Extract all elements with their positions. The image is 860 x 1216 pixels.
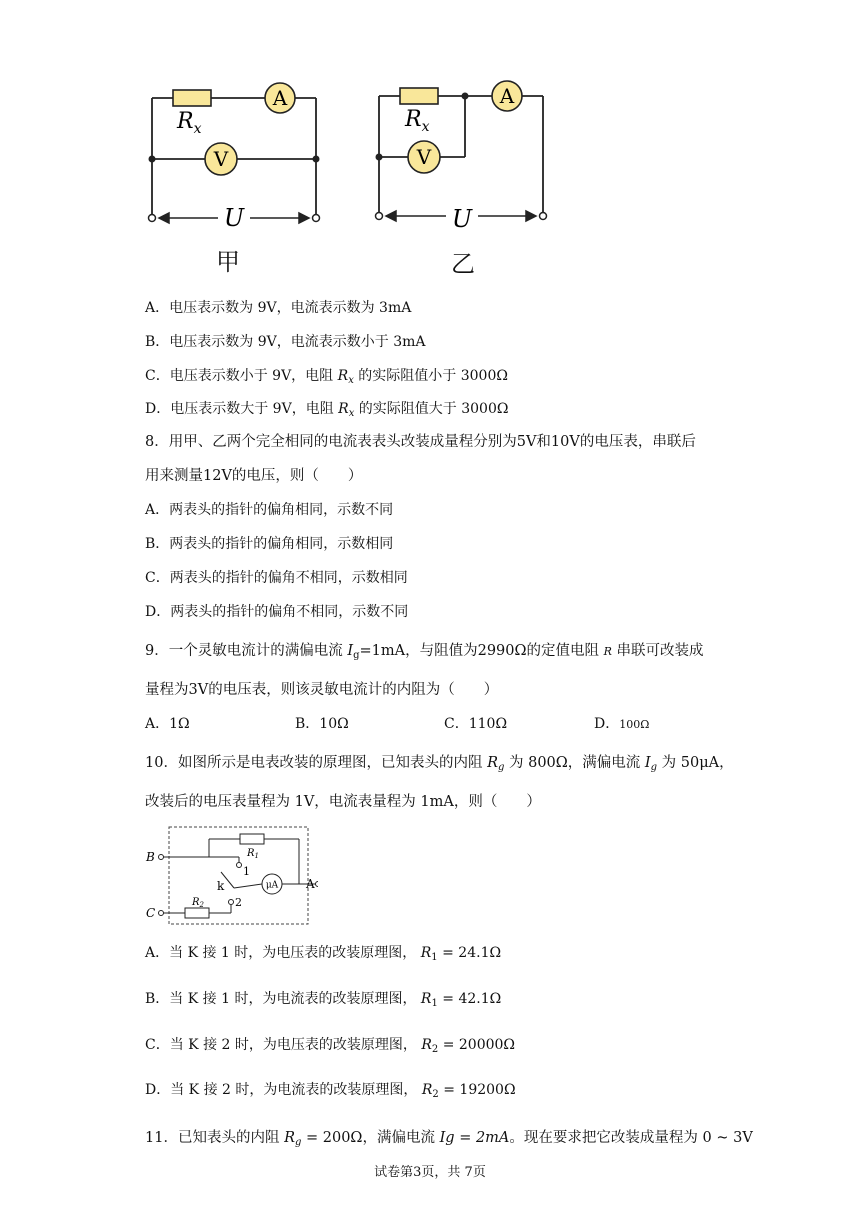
q10-stem-line2: 改装后的电压表量程为 1V，电流表量程为 1mA，则（ ） bbox=[145, 794, 541, 810]
circuit-yi bbox=[379, 96, 543, 213]
terminal-c bbox=[159, 911, 164, 916]
rx-label-yi: $R_x$ bbox=[405, 107, 430, 135]
label-pos2: 2 bbox=[235, 896, 242, 909]
label-k: k bbox=[217, 879, 225, 893]
q8-stem-line1: 8．用甲、乙两个完全相同的电流表表头改装成量程分别为5V和10V的电压表，串联后 bbox=[145, 434, 696, 450]
contact-2 bbox=[229, 900, 234, 905]
q8-option-d: D．两表头的指针的偏角不相同，示数不同 bbox=[145, 604, 409, 620]
junction-dot bbox=[149, 156, 156, 163]
label-c: C bbox=[146, 906, 156, 920]
q7-option-c: C．电压表示数小于 9V，电阻 $R_x$ 的实际阻值小于 3000Ω bbox=[145, 368, 508, 386]
q10-stem-line1: 10．如图所示是电表改装的原理图，已知表头的内阻 $R_g$ 为 800Ω，满偏电流 $I_g$ 为 50μA， bbox=[145, 755, 734, 773]
q9-option-a: A．1Ω bbox=[145, 716, 190, 732]
q8-stem-line2: 用来测量12V的电压，则（ ） bbox=[145, 468, 363, 484]
terminal-right-yi bbox=[540, 213, 547, 220]
q9-option-b: B．10Ω bbox=[295, 716, 349, 732]
caption-jia: 甲 bbox=[216, 248, 240, 276]
terminal-a bbox=[316, 882, 319, 887]
terminal-right-jia bbox=[313, 215, 320, 222]
circuit-figure-jia-yi bbox=[130, 75, 570, 280]
q10-option-b: B．当 K 接 1 时，为电流表的改装原理图， $R_1 = 42.1\Omega$ bbox=[145, 991, 502, 1009]
page-footer: 试卷第3页，共 7页 bbox=[374, 1165, 486, 1180]
ammeter-yi-label: A bbox=[499, 84, 515, 108]
u-label-yi: U bbox=[451, 205, 473, 233]
terminal-left-jia bbox=[149, 215, 156, 222]
q7-option-b: B．电压表示数为 9V，电流表示数小于 3mA bbox=[145, 334, 426, 350]
voltmeter-jia-label: V bbox=[213, 147, 229, 171]
terminal-b bbox=[159, 855, 164, 860]
resistor-r1 bbox=[240, 834, 264, 844]
microammeter-label: μA bbox=[265, 880, 279, 891]
resistor-r2 bbox=[185, 908, 209, 918]
voltmeter-yi-label: V bbox=[416, 145, 432, 169]
label-r1: $R_1$ bbox=[247, 848, 259, 860]
circuit-figure-q10 bbox=[143, 822, 318, 932]
rx-label-jia: $R_x$ bbox=[177, 109, 202, 137]
q10-option-d: D．当 K 接 2 时，为电流表的改装原理图， $R_2 = 19200\Omega$ bbox=[145, 1082, 516, 1100]
q9-option-c: C．110Ω bbox=[444, 716, 508, 732]
caption-yi: 乙 bbox=[451, 250, 475, 278]
q8-option-b: B．两表头的指针的偏角相同，示数相同 bbox=[145, 536, 394, 552]
q10-option-c: C．当 K 接 2 时，为电压表的改装原理图， $R_2 = 20000\Omega$ bbox=[145, 1037, 516, 1055]
terminal-left-yi bbox=[376, 213, 383, 220]
q8-option-c: C．两表头的指针的偏角不相同，示数相同 bbox=[145, 570, 408, 586]
q8-option-a: A．两表头的指针的偏角相同，示数不同 bbox=[145, 502, 394, 518]
q7-option-a: A．电压表示数为 9V，电流表示数为 3mA bbox=[145, 300, 412, 316]
ammeter-jia-label: A bbox=[272, 86, 288, 110]
junction-dot bbox=[376, 154, 383, 161]
contact-1 bbox=[237, 863, 242, 868]
q9-option-d: D．100Ω bbox=[594, 716, 650, 732]
q10-option-a: A．当 K 接 1 时，为电压表的改装原理图， $R_1 = 24.1\Omega$ bbox=[145, 945, 502, 963]
q9-stem-line2: 量程为3V的电压表，则该灵敏电流计的内阻为（ ） bbox=[145, 682, 499, 698]
resistor-rx-jia bbox=[173, 90, 211, 106]
label-pos1: 1 bbox=[243, 865, 250, 878]
resistor-rx-yi bbox=[400, 88, 438, 104]
label-b: B bbox=[146, 850, 155, 864]
junction-dot bbox=[462, 93, 469, 100]
q7-option-d: D．电压表示数大于 9V，电阻 $R_x$ 的实际阻值大于 3000Ω bbox=[145, 401, 509, 419]
label-r2: $R_2$ bbox=[192, 897, 204, 909]
q9-stem-line1: 9．一个灵敏电流计的满偏电流 $I_g=1mA$，与阻值为2990Ω的定值电阻 R 串联可改装成 bbox=[145, 643, 704, 661]
q11-stem-line1: 11．已知表头的内阻 $R_g = 200\Omega$，满偏电流 Ig = 2mA。现在要求把它改装成量程为 0 ~ 3V bbox=[145, 1130, 753, 1148]
u-label-jia: U bbox=[223, 204, 245, 232]
junction-dot bbox=[313, 156, 320, 163]
label-a: A bbox=[306, 877, 315, 891]
